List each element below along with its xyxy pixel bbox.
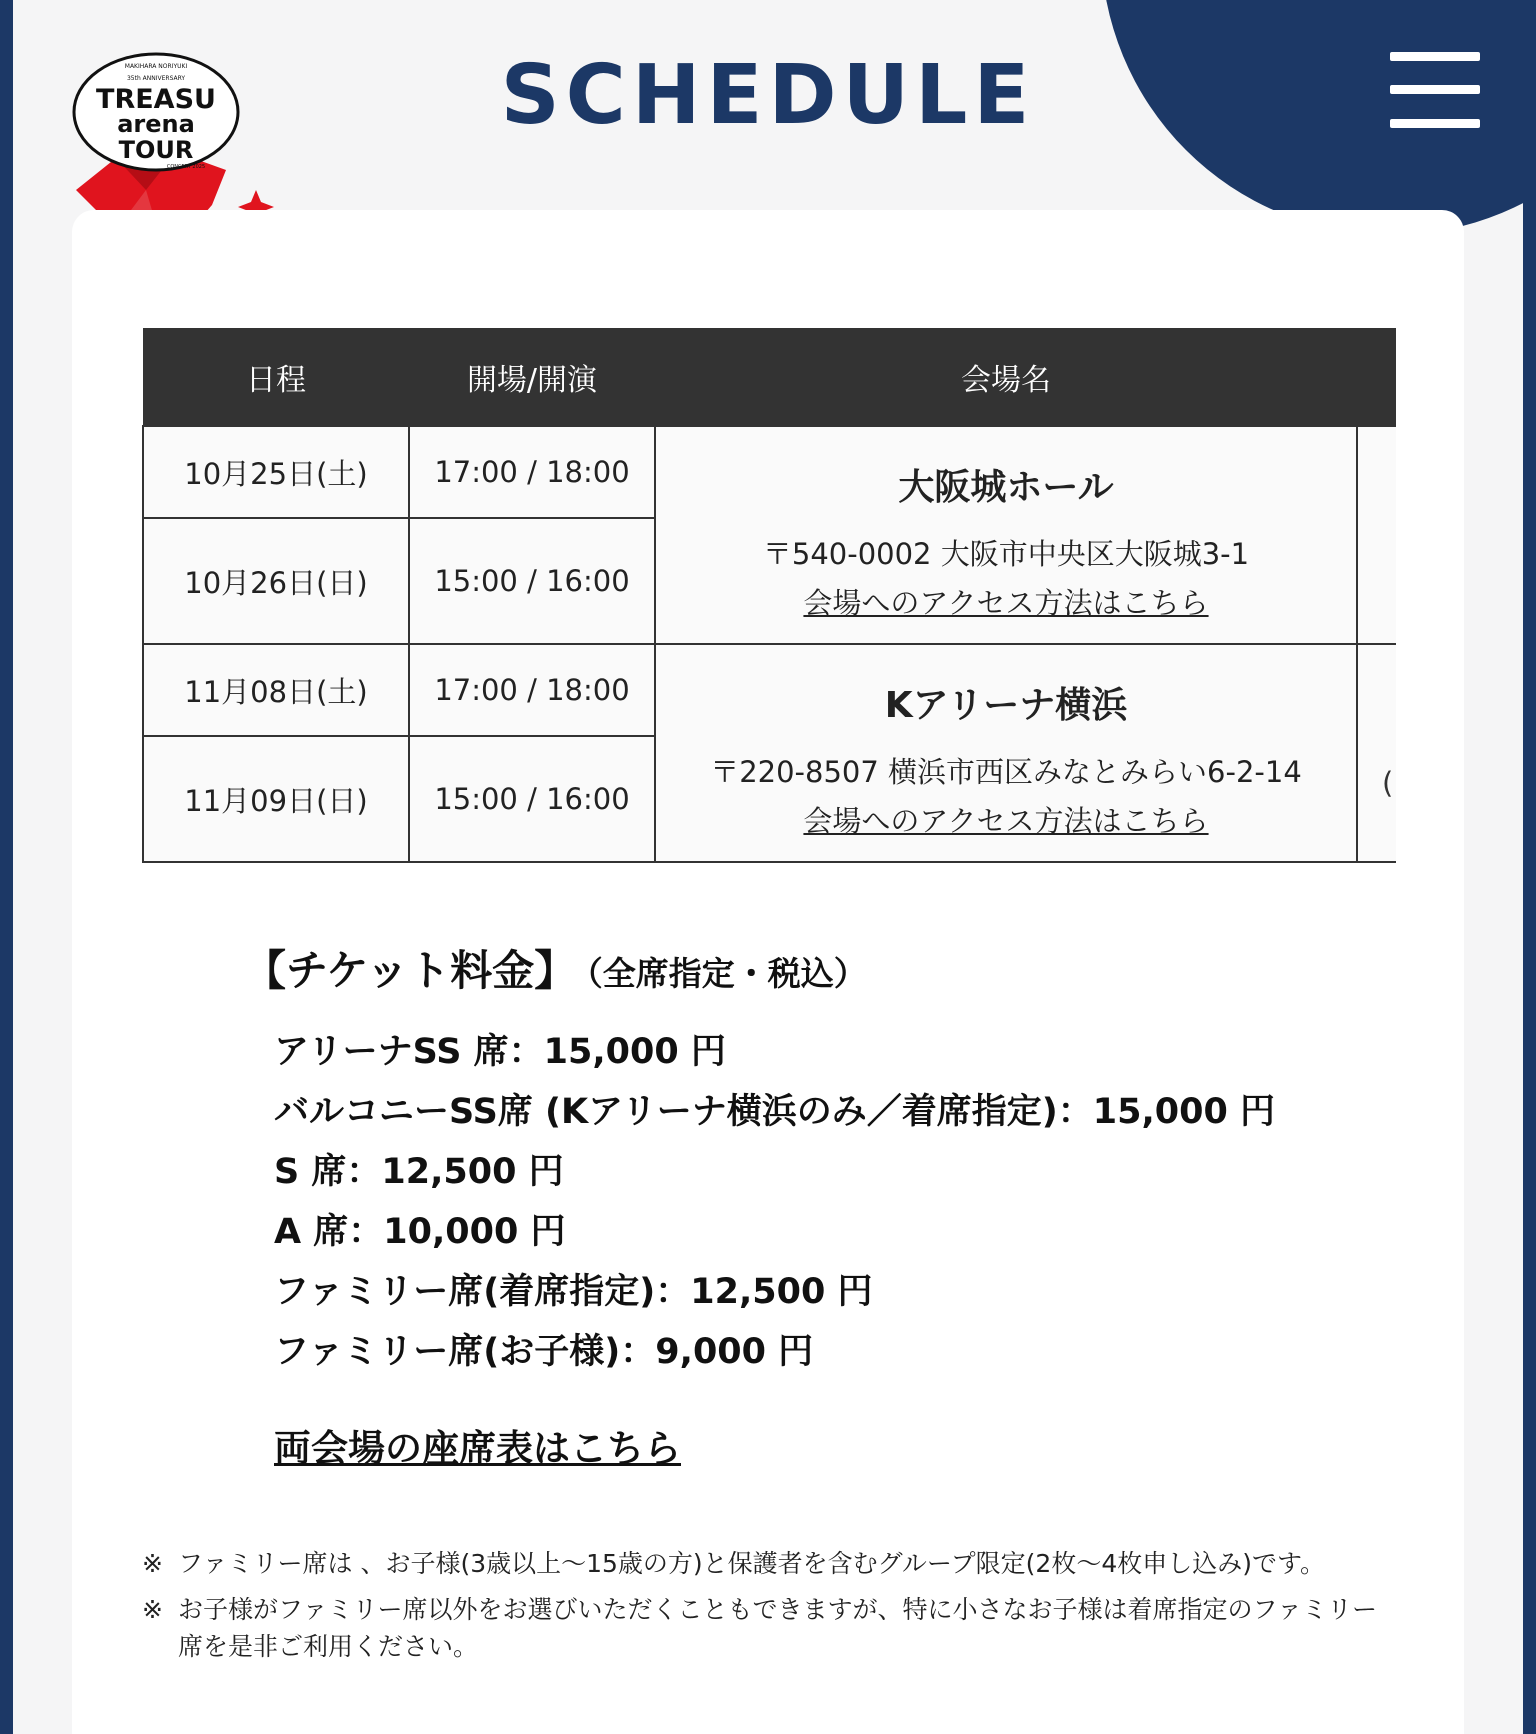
price-item: バルコニーSS席 (Kアリーナ横浜のみ／着席指定)：15,000 円 [274,1092,1275,1132]
right-edge-bar [1523,0,1536,1734]
column-header-date: 日程 [143,328,409,426]
extra-cell [1357,426,1396,644]
ticket-heading-main: 【チケット料金】 [244,946,577,995]
date-cell: 10月25日(土) [143,426,409,518]
table-row [143,426,1396,518]
note-mark: ※ [142,1549,163,1578]
svg-text:MAKIHARA NORIYUKI: MAKIHARA NORIYUKI [124,63,188,70]
note-item [142,1545,1382,1582]
page-title: SCHEDULE [500,48,1036,143]
extra-note: ( [1382,766,1394,800]
column-header-extra [1357,328,1396,426]
svg-text:CONCERT 2025: CONCERT 2025 [166,164,206,170]
venue-address: 〒220-8507 横浜市西区みなとみらい6-2-14 [710,754,1302,789]
table-row [143,644,1396,736]
note-text: お子様がファミリー席以外をお選びいただくこともできますが、特に小さなお子様は着席指定のファミリー席を是非ご利用ください。 [178,1595,1378,1661]
column-header-time: 開場/開演 [409,328,655,426]
price-item: S 席：12,500 円 [274,1152,564,1192]
venue-cell [655,644,1357,862]
note-text: ファミリー席は 、お子様(3歳以上〜15歳の方)と保護者を含むグループ限定(2枚〜4枚申し込み)です。 [178,1549,1325,1578]
price-item: アリーナSS 席：15,000 円 [274,1032,726,1072]
venue-name: 大阪城ホール [898,466,1114,508]
extra-cell [1357,644,1396,862]
schedule-table [142,328,1396,863]
price-item: A 席：10,000 円 [274,1212,566,1252]
venue-name: Kアリーナ横浜 [884,684,1128,726]
date-cell: 11月09日(日) [143,736,409,862]
left-edge-bar [0,0,13,1734]
date-cell: 10月26日(日) [143,518,409,644]
ticket-price-heading [244,938,867,998]
notes [142,1545,1382,1674]
time-cell: 17:00 / 18:00 [409,644,655,736]
svg-text:35th ANNIVERSARY: 35th ANNIVERSARY [126,75,186,82]
table-header-row [143,328,1396,426]
seating-chart-link[interactable]: 両会場の座席表はこちら [274,1427,681,1470]
price-list [274,1022,1275,1382]
note-mark: ※ [142,1595,163,1624]
svg-text:TOUR: TOUR [118,136,194,164]
ticket-heading-sub: （全席指定・税込） [586,954,867,993]
price-item: ファミリー席(お子様)：9,000 円 [274,1332,814,1372]
time-cell: 17:00 / 18:00 [409,426,655,518]
schedule-card [72,210,1464,1734]
note-item [142,1591,1382,1665]
svg-text:arena: arena [117,110,195,138]
venue-access-link[interactable]: 会場へのアクセス方法はこちら [803,803,1209,838]
column-header-venue: 会場名 [655,328,1357,426]
price-item: ファミリー席(着席指定)：12,500 円 [274,1272,873,1312]
date-cell: 11月08日(土) [143,644,409,736]
time-cell: 15:00 / 16:00 [409,518,655,644]
schedule-table-scroll[interactable] [142,328,1396,864]
venue-cell [655,426,1357,644]
venue-address: 〒540-0002 大阪市中央区大阪城3-1 [762,536,1250,571]
time-cell: 15:00 / 16:00 [409,736,655,862]
venue-access-link[interactable]: 会場へのアクセス方法はこちら [803,585,1209,620]
svg-text:TREASU: TREASU [96,84,216,115]
